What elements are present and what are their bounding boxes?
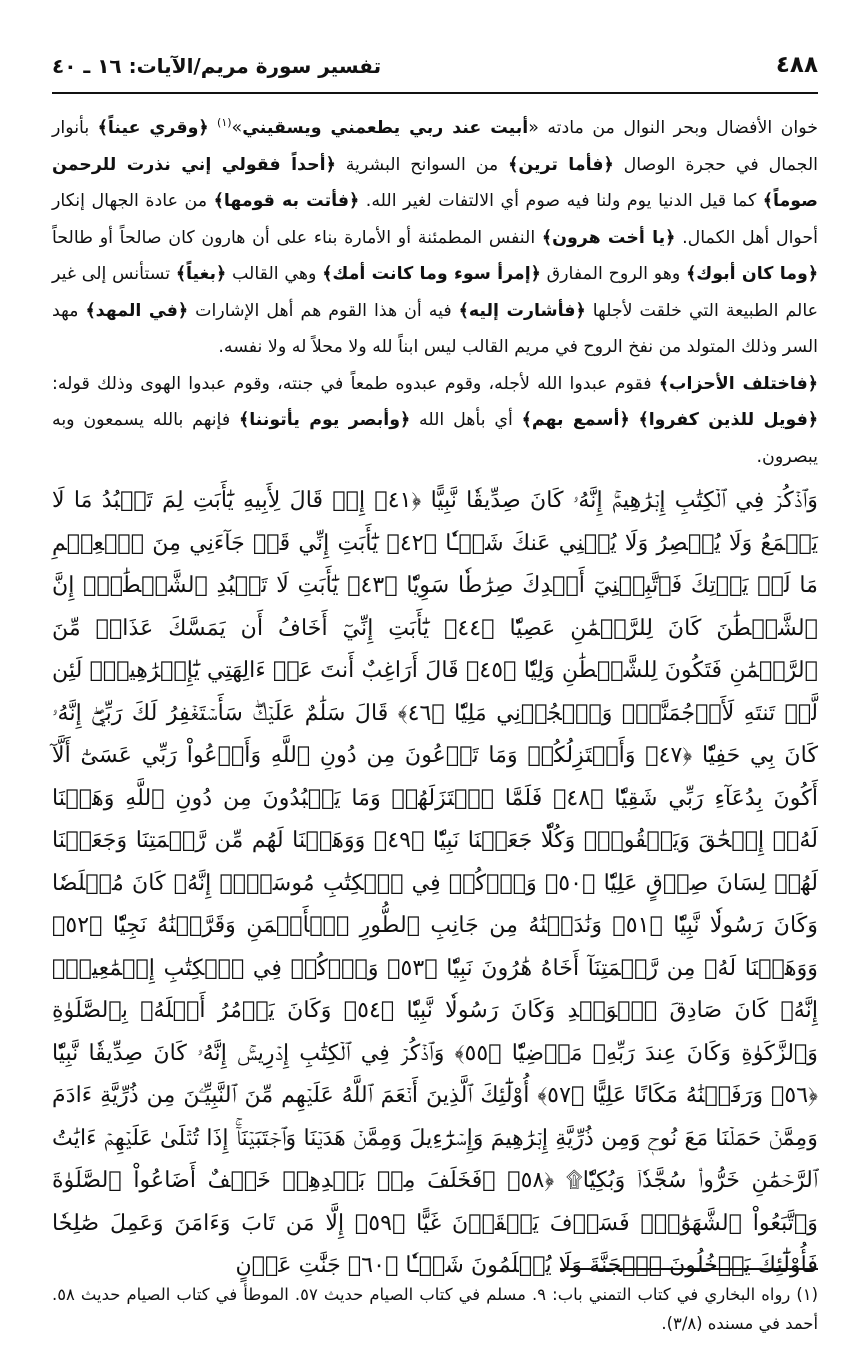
quoted-phrase: ﴿فأتت به قومها﴾ <box>213 191 360 211</box>
commentary-run: وهي القالب <box>226 264 323 284</box>
quoted-phrase: ﴿وقري عيناً﴾ <box>97 118 209 138</box>
quoted-phrase: ﴿فأشارت إليه﴾ <box>458 300 586 321</box>
footnotes <box>52 1268 818 1338</box>
commentary-run: » <box>231 118 243 138</box>
commentary-run: وهو الروح المفارق <box>540 264 687 284</box>
quoted-phrase: ﴿فويل للذين كفروا﴾ <box>638 410 819 430</box>
quoted-phrase: ﴿إمرأ سوء وما كانت أمك﴾ <box>322 264 541 284</box>
commentary-run: خوان الأفضال وبحر النوال من مادته « <box>528 118 818 138</box>
page-number: ٤٨٨ <box>775 52 818 78</box>
commentary-run: بأنوار الجمال في حجرة الوصال <box>52 118 818 175</box>
footnote-ref: (١) <box>217 116 232 130</box>
quoted-phrase: ﴿أحداً فقولي إني نذرت للرحمن صوماً﴾ <box>52 154 818 211</box>
commentary-run: النفس المطمئنة أو الأمارة بناء على أن هارون كان صالحاً أو طالحاً <box>52 227 542 248</box>
commentary-run: مهد السر وذلك المتولد من نفخ الروح في مريم القالب ليس ابناً لله ولا محلاً له ولا نفسه. <box>52 300 818 357</box>
commentary-run: فيه أن هذا القوم هم أهل الإشارات <box>188 300 459 321</box>
quoted-phrase: ﴿في المهد﴾ <box>85 300 189 321</box>
commentary-run <box>209 118 217 138</box>
commentary-run: تستأنس إلى غير عالم الطبيعة التي خلقت لأجلها <box>52 264 818 321</box>
page <box>52 48 818 1287</box>
quran-verses: وَٱذۡكُرۡ فِي ٱلۡكِتَٰبِ إِبۡرَٰهِيمَۚ إِنَّهُۥ كَانَ صِدِّيقٗا نَّبِيًّا ﴿٤١﴾ إِذۡ قَالَ لِأَبِيهِ يَٰٓأَبَتِ لِمَ تَعۡبُدُ مَا لَا يَسۡمَعُ وَلَا يُبۡصِرُ وَلَا يُغۡنِي عَنكَ شَيۡـٔٗا ﴿٤٢﴾ يَٰٓأَبَتِ إِنِّي قَدۡ جَآءَنِي مِنَ ٱلۡعِلۡمِ مَا لَمۡ يَأۡتِكَ فَٱتَّبِعۡنِيٓ أَهۡدِكَ صِرَٰطٗا سَوِيّٗا ﴿٤٣﴾ يَٰٓأَبَتِ لَا تَعۡبُدِ ٱلشَّيۡطَٰنَۖ إِنَّ ٱلشَّيۡطَٰنَ كَانَ لِلرَّحۡمَٰنِ عَصِيّٗا ﴿٤٤﴾ يَٰٓأَبَتِ إِنِّيٓ أَخَافُ أَن يَمَسَّكَ عَذَابٞ مِّنَ ٱلرَّحۡمَٰنِ فَتَكُونَ لِلشَّيۡطَٰنِ وَلِيّٗا ﴿٤٥﴾ قَالَ أَرَاغِبٌ أَنتَ عَنۡ ءَالِهَتِي يَٰٓإِبۡرَٰهِيمُۖ لَئِن لَّمۡ تَنتَهِ لَأَرۡجُمَنَّكَۖ وَٱهۡجُرۡنِي مَلِيّٗا ﴿٤٦﴾ قَالَ سَلَٰمٌ عَلَيۡكَۖ سَأَسۡتَغۡفِرُ لَكَ رَبِّيٓۖ إِنَّهُۥ كَانَ بِي حَفِيّٗا ﴿٤٧﴾ وَأَعۡتَزِلُكُمۡ وَمَا تَدۡعُونَ مِن دُونِ ٱللَّهِ وَأَدۡعُواْ رَبِّي عَسَىٰٓ أَلَّآ أَكُونَ بِدُعَآءِ رَبِّي شَقِيّٗا ﴿٤٨﴾ فَلَمَّا ٱعۡتَزَلَهُمۡ وَمَا يَعۡبُدُونَ مِن دُونِ ٱللَّهِ وَهَبۡنَا لَهُۥٓ إِسۡحَٰقَ وَيَعۡقُوبَۖ وَكُلّٗا جَعَلۡنَا نَبِيّٗا ﴿٤٩﴾ وَوَهَبۡنَا لَهُم مِّن رَّحۡمَتِنَا وَجَعَلۡنَا لَهُمۡ لِسَانَ صِدۡقٍ عَلِيّٗا ﴿٥٠﴾ وَٱذۡكُرۡ فِي ٱلۡكِتَٰبِ مُوسَىٰٓۚ إِنَّهُۥ كَانَ مُخۡلَصٗا وَكَانَ رَسُولٗا نَّبِيّٗا ﴿٥١﴾ وَنَٰدَيۡنَٰهُ مِن جَانِبِ ٱلطُّورِ ٱلۡأَيۡمَنِ وَقَرَّبۡنَٰهُ نَجِيّٗا ﴿٥٢﴾ وَوَهَبۡنَا لَهُۥ مِن رَّحۡمَتِنَآ أَخَاهُ هَٰرُونَ نَبِيّٗا ﴿٥٣﴾ وَٱذۡكُرۡ فِي ٱلۡكِتَٰبِ إِسۡمَٰعِيلَۚ إِنَّهُۥ كَانَ صَادِقَ ٱلۡوَعۡدِ وَكَانَ رَسُولٗا نَّبِيّٗا ﴿٥٤﴾ وَكَانَ يَأۡمُرُ أَهۡلَهُۥ بِٱلصَّلَوٰةِ وَٱلزَّكَوٰةِ وَكَانَ عِندَ رَبِّهِۦ مَرۡضِيّٗا ﴿٥٥﴾ وَٱذۡكُرۡ فِي ٱلۡكِتَٰبِ إِدۡرِيسَۚ إِنَّهُۥ كَانَ صِدِّيقٗا نَّبِيّٗا ﴿٥٦﴾ وَرَفَعۡنَٰهُ مَكَانًا عَلِيًّا ﴿٥٧﴾ أُوْلَٰٓئِكَ ٱلَّذِينَ أَنۡعَمَ ٱللَّهُ عَلَيۡهِم مِّنَ ٱلنَّبِيِّـۧنَ مِن ذُرِّيَّةِ ءَادَمَ وَمِمَّنۡ حَمَلۡنَا مَعَ نُوحٖ وَمِن ذُرِّيَّةِ إِبۡرَٰهِيمَ وَإِسۡرَٰٓءِيلَ وَمِمَّنۡ هَدَيۡنَا وَٱجۡتَبَيۡنَآۚ إِذَا تُتۡلَىٰ عَلَيۡهِمۡ ءَايَٰتُ ٱلرَّحۡمَٰنِ خَرُّواْۤ سُجَّدٗاۤ وَبُكِيّٗا۩ ﴿٥٨﴾ ۞فَخَلَفَ مِنۢ بَعۡدِهِمۡ خَلۡفٌ أَضَاعُواْ ٱلصَّلَوٰةَ وَٱتَّبَعُواْ ٱلشَّهَوَٰتِۖ فَسَوۡفَ يَلۡقَوۡنَ غَيًّا ﴿٥٩﴾ إِلَّا مَن تَابَ وَءَامَنَ وَعَمِلَ صَٰلِحٗا فَأُوْلَٰٓئِكَ يَدۡخُلُونَ ٱلۡجَنَّةَ وَلَا يُظۡلَمُونَ شَيۡـٔٗا ﴿٦٠﴾ جَنَّٰتِ عَدۡنٍ <box>52 487 819 1278</box>
quoted-phrase: ﴿وأبصر يوم يأتوننا﴾ <box>239 410 411 430</box>
quoted-phrase: ﴿أسمع بهم﴾ <box>521 410 630 430</box>
quoted-phrase: أبيت عند ربي يطعمني ويسقيني <box>242 118 529 138</box>
commentary-run: أي بأهل الله <box>410 410 522 430</box>
quoted-phrase: ﴿بغياً﴾ <box>175 264 227 284</box>
quoted-phrase: ﴿وما كان أبوك﴾ <box>686 264 819 284</box>
running-head-title: تفسير سورة مريم/الآيات: ١٦ ـ ٤٠ <box>52 54 382 78</box>
commentary-run: من عادة الجهال إنكار أحوال أهل الكمال. <box>52 191 819 248</box>
running-head <box>52 48 818 94</box>
commentary-text <box>52 110 818 475</box>
commentary-paragraph <box>52 366 818 476</box>
quoted-phrase: ﴿فاختلف الأحزاب﴾ <box>658 373 818 394</box>
commentary-run: من السوانح البشرية <box>335 154 509 175</box>
commentary-paragraph <box>52 110 818 366</box>
footnote-1: (١) رواه البخاري في كتاب التمني باب: ٩. مسلم في كتاب الصيام حديث ٥٧. الموطأ في كتاب الصيام حديث ٥٨. أحمد في مسنده (٣/٨). <box>52 1285 818 1333</box>
commentary-run: فقوم عبدوا الله لأجله، وقوم عبدوه طمعاً في جنته، وقوم عبدوا الهوى وذلك قوله: <box>52 373 659 394</box>
footnote-rule <box>560 1268 818 1270</box>
quoted-phrase: ﴿فأما ترين﴾ <box>508 154 614 175</box>
quoted-phrase: ﴿يا أخت هرون﴾ <box>541 227 676 248</box>
commentary-run <box>630 410 639 430</box>
commentary-run: كما قيل الدنيا يوم ولنا فيه صوم أي الالتفات لغير الله. <box>359 191 763 211</box>
commentary-run: فإنهم بالله يسمعون وبه يبصرون. <box>52 410 818 467</box>
